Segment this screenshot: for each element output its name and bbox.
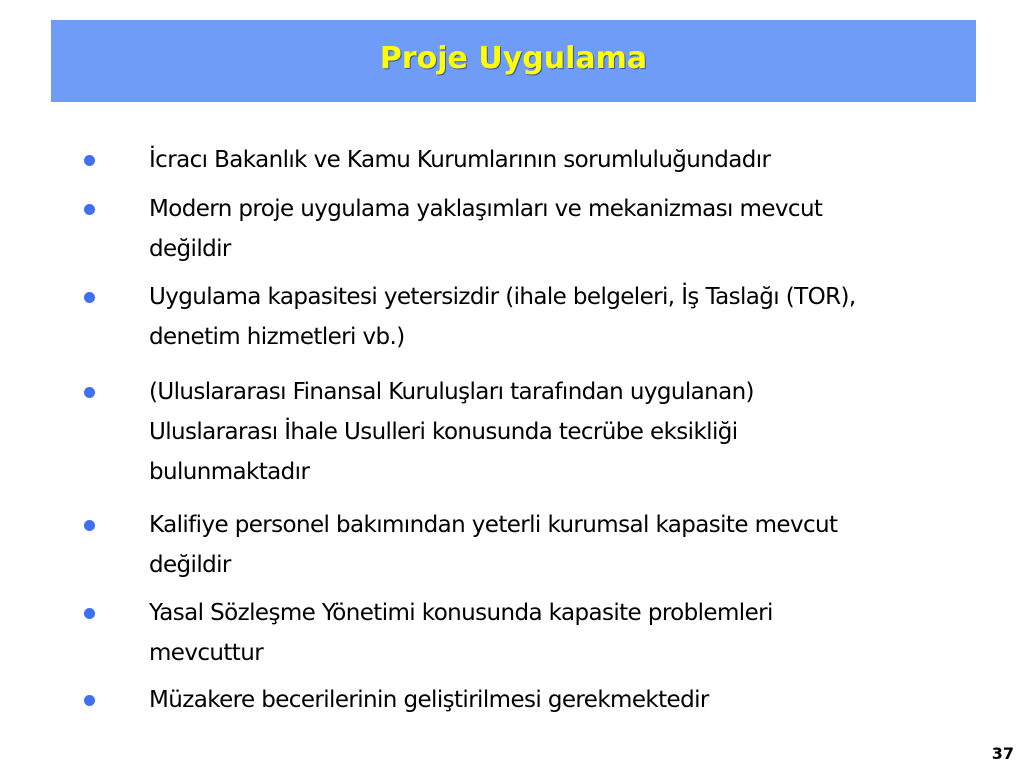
bullet-line: Yasal Sözleşme Yönetimi konusunda kapasite problemleri	[149, 600, 773, 626]
bullet-dot-icon	[84, 387, 95, 398]
bullet-dot-icon	[84, 608, 95, 619]
slide-title: Proje Uygulama	[379, 40, 648, 76]
bullet-line: mevcuttur	[149, 640, 264, 666]
bullet-dot-icon	[84, 520, 95, 531]
page-number: 37	[991, 744, 1014, 763]
bullet-dot-icon	[84, 204, 95, 215]
bullet-line: Kalifiye personel bakımından yeterli kurumsal kapasite mevcut	[149, 512, 838, 538]
bullet-line: bulunmaktadır	[149, 459, 310, 485]
bullet-line: Uluslararası İhale Usulleri konusunda tecrübe eksikliği	[149, 419, 738, 445]
bullet-dot-icon	[84, 155, 95, 166]
bullet-dot-icon	[84, 292, 95, 303]
bullet-line: değildir	[149, 236, 231, 262]
bullet-line: (Uluslararası Finansal Kuruluşları tarafından uygulanan)	[149, 379, 754, 405]
bullet-line: İcracı Bakanlık ve Kamu Kurumlarının sorumluluğundadır	[149, 147, 771, 173]
bullet-line: denetim hizmetleri vb.)	[149, 324, 405, 350]
bullet-line: Modern proje uygulama yaklaşımları ve mekanizması mevcut	[149, 196, 823, 222]
bullet-line: Uygulama kapasitesi yetersizdir (ihale belgeleri, İş Taslağı (TOR),	[149, 284, 856, 310]
bullet-line: Müzakere becerilerinin geliştirilmesi gerekmektedir	[149, 687, 709, 713]
bullet-line: değildir	[149, 552, 231, 578]
bullet-dot-icon	[84, 695, 95, 706]
